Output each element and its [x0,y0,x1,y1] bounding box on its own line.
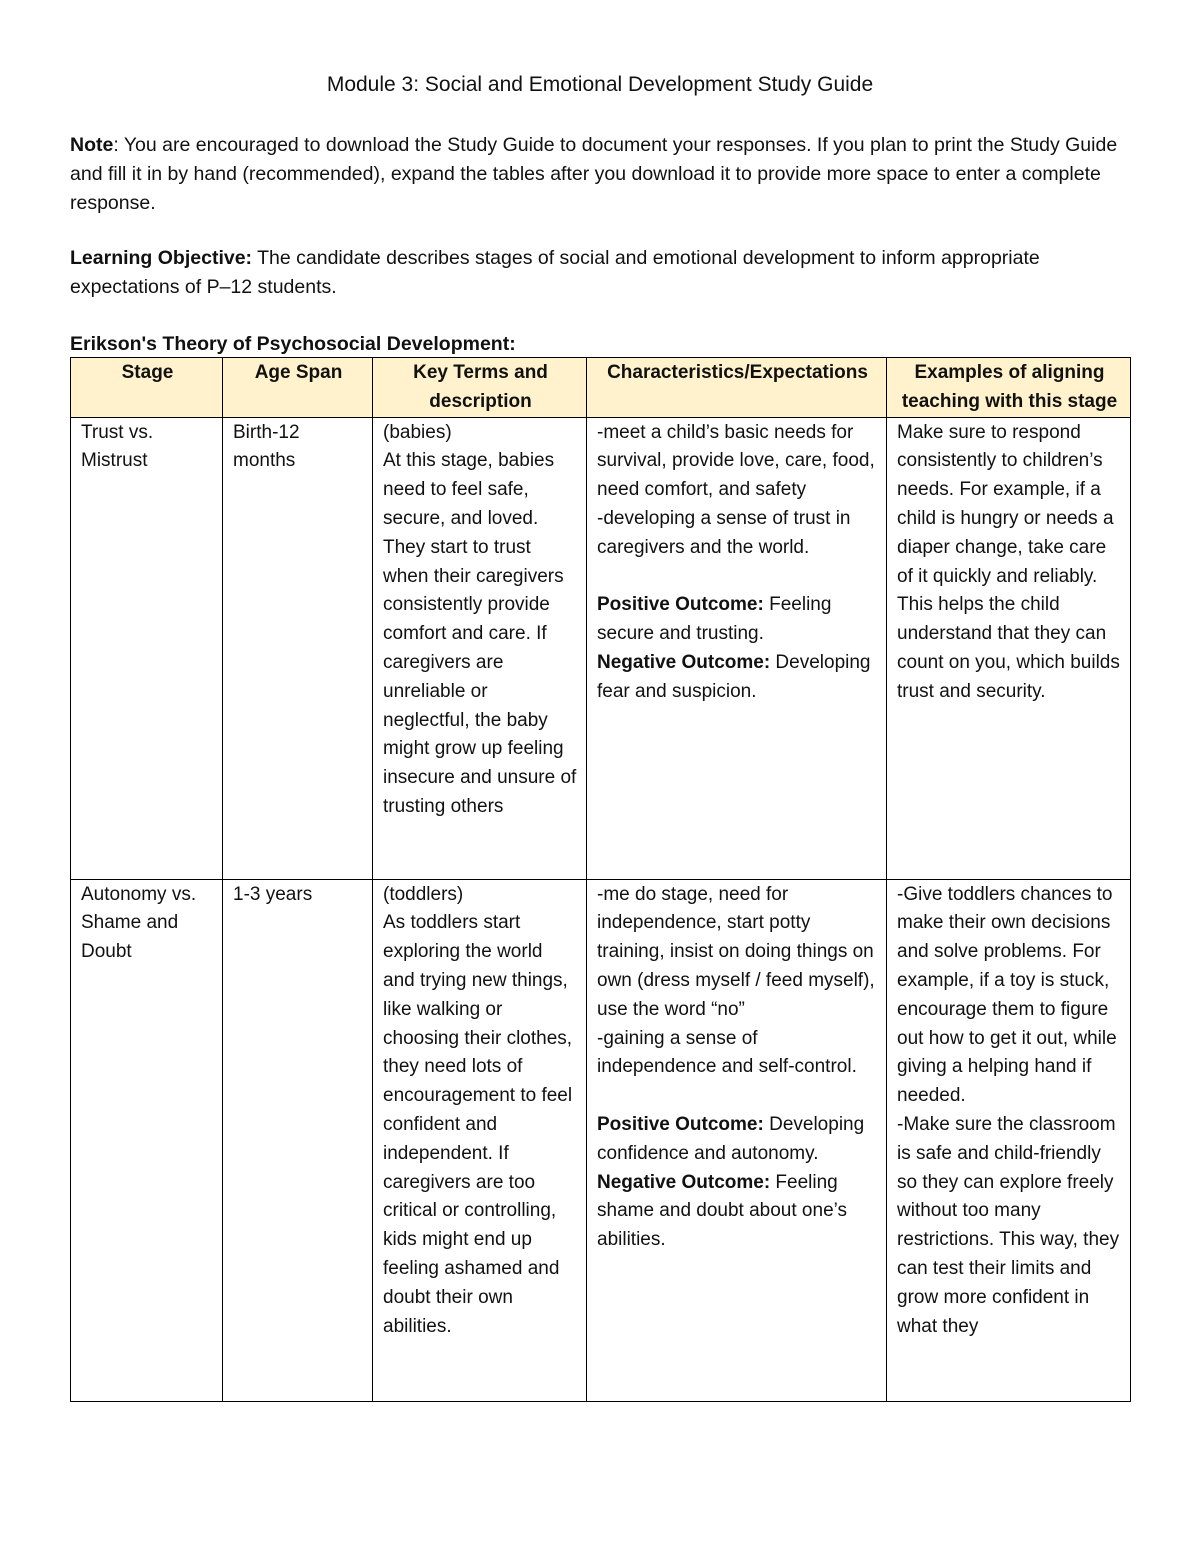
characteristics-line: -meet a child’s basic needs for survival, provide love, care, food, need comfort, and safety [597,421,881,501]
negative-outcome-text: Feeling shame and doubt about one’s abilities. [597,1171,853,1251]
example-text: -Make sure the classroom is safe and child-friendly so they can explore freely without too many restrictions. This way, they can test their limits and grow more confident in what they [897,1113,1125,1337]
page-title: Module 3: Social and Emotional Development Study Guide [326,73,874,96]
positive-outcome-label: Positive Outcome: [597,594,764,616]
note-label: Note [70,134,114,156]
key-terms-cell [373,879,587,1401]
positive-outcome-text: Developing confidence and autonomy. [597,1113,870,1164]
erikson-table [70,357,1131,1402]
example-text: -Give toddlers chances to make their own decisions and solve problems. For example, if a toy is stuck, encourage them to figure out how to get it out, while giving a helping hand if needed. [897,883,1122,1107]
positive-outcome [597,1111,878,1169]
negative-outcome-label: Negative Outcome: [597,651,771,673]
examples-cell [887,879,1131,1401]
header-age-span: Age Span [223,358,373,418]
header-stage: Stage [71,358,223,418]
key-terms-description: As toddlers start exploring the world and trying new things, like walking or choosing their clothes, they need lots of encouragement to feel confident and independent. If caregivers are too critical or controlling, kids might end up feeling ashamed and doubt their own abilities. [383,912,578,1337]
table-row [71,879,1131,1401]
table-row [71,417,1131,879]
key-terms-description: At this stage, babies need to feel safe, secure, and loved. They start to trust when their caregivers consistently provide comfort and care. If caregivers are unreliable or neglectful, the baby might grow up feeling insecure and unsure of trusting others [383,450,582,817]
negative-outcome-text: Developing fear and suspicion. [597,651,876,702]
stage-cell: Autonomy vs. Shame and Doubt [71,879,223,1401]
negative-outcome-label: Negative Outcome: [597,1171,771,1193]
objective-label: Learning Objective: [70,247,253,269]
negative-outcome [597,1169,878,1255]
age-span-cell: Birth-12 months [223,417,373,879]
header-examples: Examples of aligning teaching with this stage [887,358,1131,418]
characteristics-cell [587,417,887,879]
learning-objective-paragraph [70,244,1130,302]
characteristics-cell [587,879,887,1401]
note-paragraph [70,131,1130,218]
examples-cell [887,417,1131,879]
example-text: Make sure to respond consistently to children’s needs. For example, if a child is hungry or needs a diaper change, take care of it quickly and reliably. This helps the child understand that they can count on you, which builds trust and security. [897,421,1126,702]
table-heading: Erikson's Theory of Psychosocial Development: [70,333,516,355]
header-key-terms: Key Terms and description [373,358,587,418]
objective-text: The candidate describes stages of social and emotional development to inform appropriate expectations of P–12 students. [70,247,1040,298]
negative-outcome [597,649,878,707]
header-characteristics: Characteristics/Expectations [587,358,887,418]
positive-outcome [597,591,878,649]
positive-outcome-label: Positive Outcome: [597,1113,764,1135]
key-terms-group: (babies) [383,421,452,443]
characteristics-line: -gaining a sense of independence and self-control. [597,1027,857,1078]
characteristics-line: -developing a sense of trust in caregivers and the world. [597,507,856,558]
note-text: : You are encouraged to download the Study Guide to document your responses. If you plan to print the Study Guide and fill it in by hand (recommended), expand the tables after you download it to provide more space to enter a complete response. [70,134,1118,214]
characteristics-line: -me do stage, need for independence, start potty training, insist on doing things on own (dress myself / feed myself), use the word “no” [597,883,880,1020]
positive-outcome-text: Feeling secure and trusting. [597,594,837,645]
key-terms-cell [373,417,587,879]
age-span-cell: 1-3 years [223,879,373,1401]
key-terms-group: (toddlers) [383,883,464,905]
table-header-row [71,358,1131,418]
stage-cell: Trust vs. Mistrust [71,417,223,879]
